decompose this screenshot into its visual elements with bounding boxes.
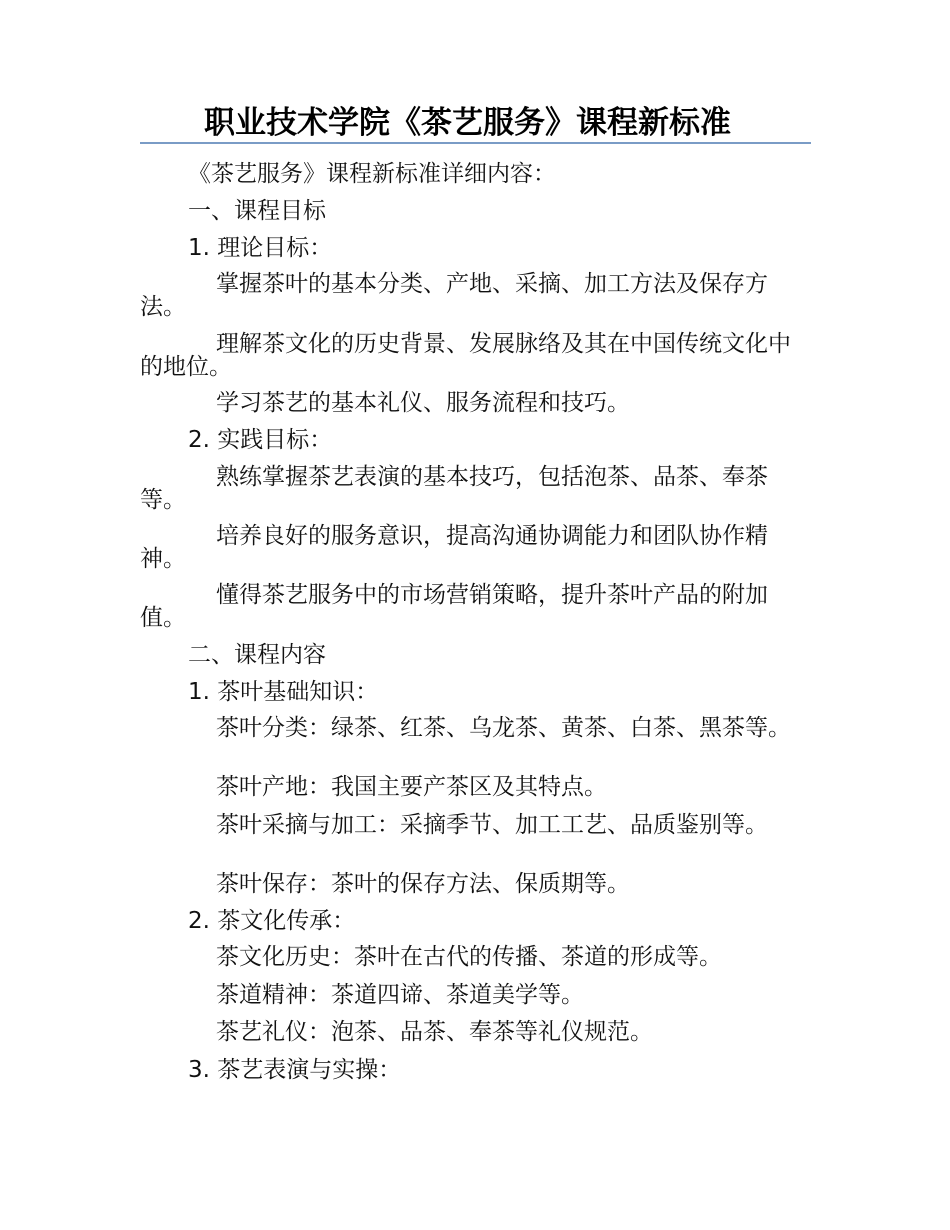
- list-item: 茶文化历史：茶叶在古代的传播、茶道的形成等。: [216, 944, 722, 970]
- list-item: 茶艺礼仪：泡茶、品茶、奉茶等礼仪规范。: [216, 1019, 653, 1045]
- title-block: [140, 100, 811, 144]
- page-title: 职业技术学院《茶艺服务》课程新标准: [204, 105, 731, 141]
- list-item: 理解茶文化的历史背景、发展脉络及其在中国传统文化中的地位。: [140, 331, 791, 380]
- list-item: 掌握茶叶的基本分类、产地、采摘、加工方法及保存方法。: [140, 271, 768, 320]
- subsection-heading-practice: 2. 实践目标：: [188, 427, 333, 453]
- list-item: 茶叶采摘与加工：采摘季节、加工工艺、品质鉴别等。: [216, 812, 768, 838]
- list-item: 熟练掌握茶艺表演的基本技巧，包括泡茶、品茶、奉茶等。: [140, 464, 768, 513]
- subsection-heading-theory: 1. 理论目标：: [188, 235, 333, 261]
- intro-text: 《茶艺服务》课程新标准详细内容：: [188, 161, 556, 187]
- subsection-heading-tea-basics: 1. 茶叶基础知识：: [188, 679, 379, 705]
- list-item: 茶叶保存：茶叶的保存方法、保质期等。: [216, 871, 630, 897]
- section-heading-goals: 一、课程目标: [188, 198, 326, 224]
- list-item: 懂得茶艺服务中的市场营销策略，提升茶叶产品的附加值。: [140, 582, 768, 631]
- list-item: 茶叶产地：我国主要产茶区及其特点。: [216, 774, 607, 800]
- subsection-heading-performance: 3. 茶艺表演与实操：: [188, 1057, 402, 1083]
- list-item: 学习茶艺的基本礼仪、服务流程和技巧。: [216, 390, 630, 416]
- list-item: 茶叶分类：绿茶、红茶、乌龙茶、黄茶、白茶、黑茶等。: [216, 715, 791, 741]
- section-heading-content: 二、课程内容: [188, 642, 326, 668]
- list-item: 茶道精神：茶道四谛、茶道美学等。: [216, 982, 584, 1008]
- list-item: 培养良好的服务意识，提高沟通协调能力和团队协作精神。: [140, 523, 768, 572]
- subsection-heading-tea-culture: 2. 茶文化传承：: [188, 908, 356, 934]
